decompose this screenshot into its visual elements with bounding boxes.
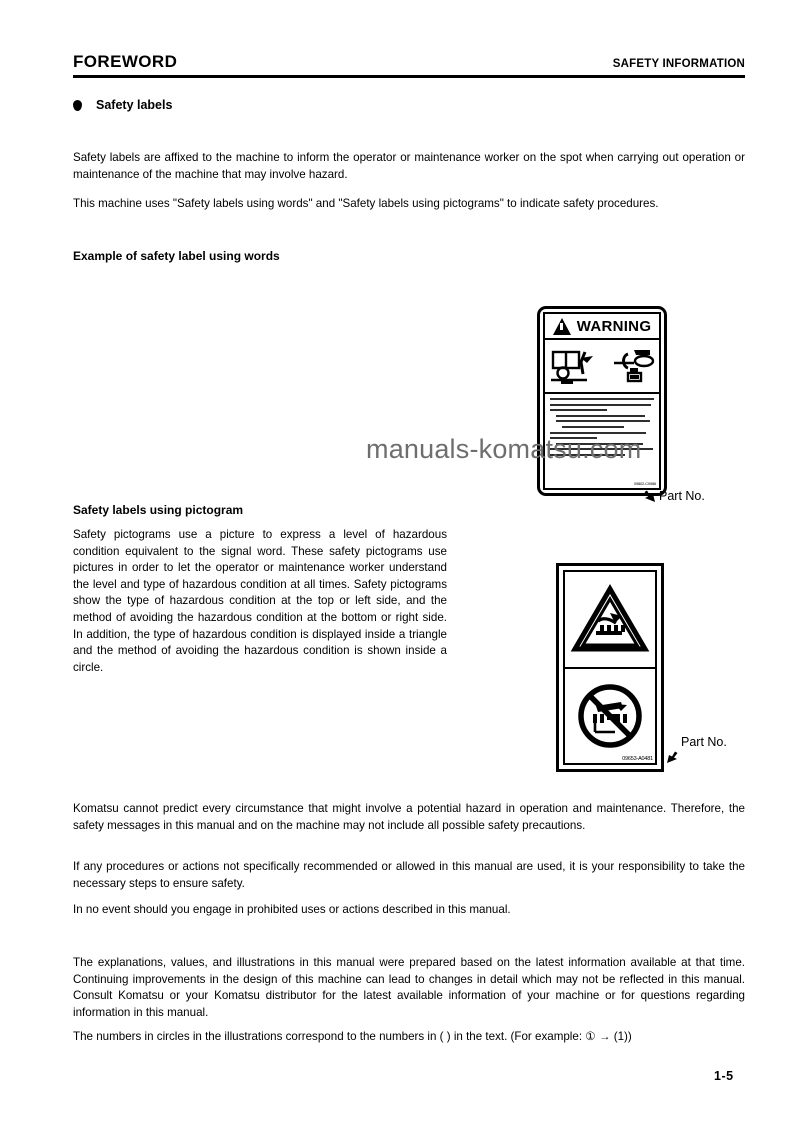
warning-triangle-icon [553, 318, 571, 335]
callout-arrow-icon [642, 489, 658, 505]
warning-text-line [562, 426, 624, 428]
page-number: 1-5 [714, 1069, 734, 1083]
warning-text-line [550, 409, 607, 411]
subheading-example-words: Example of safety label using words [73, 249, 280, 263]
warning-label-part-code: 09802-C0986 [633, 481, 656, 486]
warning-text-line [550, 437, 597, 439]
pictogram-hazard-cell [565, 572, 655, 669]
warning-signal-word: WARNING [576, 317, 652, 335]
prohibition-circle-icon [571, 680, 649, 752]
page-header [73, 52, 745, 72]
pictogram-label-part-code: 09653-A0481 [622, 756, 653, 762]
machine-hazard-pictogram-right [604, 346, 658, 386]
warning-label-illustration [537, 306, 667, 496]
subheading-pictogram: Safety labels using pictogram [73, 503, 244, 517]
bottom-paragraph-3: In no event should you engage in prohibited uses or actions described in this manual. [73, 903, 511, 916]
warning-signal-bar [545, 314, 659, 340]
bottom-paragraph-4: The explanations, values, and illustrations in this manual were prepared based on the latest information available at that time. Continuing improvements in the design of this machine can lead to changes in detail which may not be reflected in this manual. Consult Komatsu or your Komatsu distributor for the latest available information of your machine or for questions regarding information in this manual. [73, 956, 745, 1019]
bottom-paragraph-2: If any procedures or actions not specifically recommended or allowed in this manual are used, it is your responsibility to take the necessary steps to ensure safety. [73, 860, 745, 890]
warning-text-line [550, 398, 654, 400]
site-watermark: manuals-komatsu.com [366, 434, 642, 464]
bullet-point-icon [73, 100, 82, 111]
warning-text-line [550, 432, 646, 434]
bottom-paragraph-5: The numbers in circles in the illustrations correspond to the numbers in ( ) in the text. (For example: ① → (1)) [73, 1030, 632, 1043]
warning-text-line [550, 448, 653, 450]
callout-arrow-icon [664, 750, 680, 766]
intro-paragraph-2: This machine uses "Safety labels using words" and "Safety labels using pictograms" to indicate safety procedures. [73, 197, 659, 210]
safety-labels-heading [73, 98, 172, 112]
warning-text-line [556, 443, 643, 445]
bottom-paragraph-1: Komatsu cannot predict every circumstance that might involve a potential hazard in operation and maintenance. Therefore, the safety messages in this manual and on the machine may not include all possible safety precautions. [73, 802, 745, 832]
header-topic-title: SAFETY INFORMATION [612, 58, 745, 70]
pictogram-label-partno-callout: Part No. [681, 735, 727, 749]
pictogram-label-illustration [556, 563, 664, 772]
header-section-title: FOREWORD [73, 52, 178, 71]
pictogram-paragraph: Safety pictograms use a picture to express a level of hazardous condition equivalent to the signal word. These safety pictograms use pictures in order to let the operator or maintenance worker understand the level and type of hazardous condition at all times. Safety pictograms show the type of hazardous condition at the top or left side, and the method of avoiding the hazardous condition at the bottom or right side. In addition, the type of hazardous condition is displayed inside a triangle and the method of avoiding the hazardous condition is shown inside a circle. [73, 528, 447, 674]
warning-text-line [550, 454, 625, 456]
warning-text-line [550, 404, 651, 406]
header-divider-rule [73, 75, 745, 78]
safety-labels-heading-label: Safety labels [96, 98, 173, 112]
warning-label-partno-callout: Part No. [659, 489, 705, 503]
warning-text-line [556, 420, 650, 422]
machine-hazard-pictogram-left [547, 346, 601, 386]
warning-text-line [556, 415, 645, 417]
warning-pictogram-panel [545, 340, 659, 394]
pictogram-label-inner-frame [563, 570, 657, 765]
pictogram-prohibition-cell [565, 669, 655, 764]
warning-message-text-block [545, 394, 659, 488]
warning-label-inner-frame [543, 312, 661, 490]
intro-paragraph-1: Safety labels are affixed to the machine to inform the operator or maintenance worker on the spot when carrying out operation or maintenance of the machine that may involve hazard. [73, 151, 745, 181]
hazard-triangle-icon [570, 583, 650, 655]
